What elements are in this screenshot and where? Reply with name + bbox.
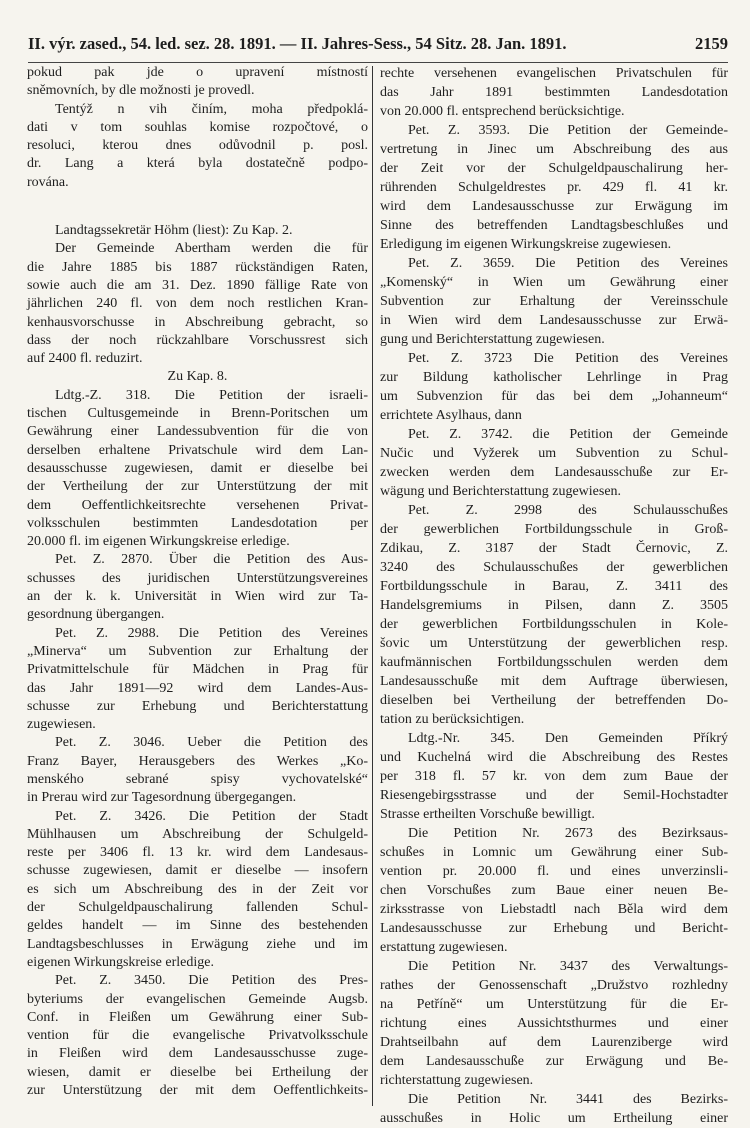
text-line: derselben erhaltene Privatschule wird dem Lan- bbox=[27, 442, 368, 458]
text-line: pokud pak jde o upravení místností bbox=[27, 65, 368, 80]
text-line: 3240 des Schulausschußes der gewerblichen bbox=[380, 560, 728, 575]
text-line: an der k. k. Universität in Wien wird zur Ta- bbox=[27, 589, 368, 605]
text-line: zugewiesen. bbox=[27, 717, 96, 733]
text-line: der gewerblichen Fortbildungsschulen in Kole- bbox=[380, 617, 728, 632]
paragraph bbox=[27, 222, 368, 240]
text-line: der Schulgeldpauschalirung fallenden Schul- bbox=[27, 900, 368, 916]
text-line: zirksstrasse von Liebstadtl nach Běla wird dem bbox=[380, 902, 728, 917]
text-line: sněmovních, by dle možnosti je provedl. bbox=[27, 83, 255, 99]
text-line: kaufmännischen Fortbildungsschulen werden dem bbox=[380, 655, 728, 670]
paragraph bbox=[27, 972, 368, 1100]
text-line: Pet. Z. 3046. Ueber die Petition des bbox=[55, 735, 368, 751]
text-line: Drahtseilbahn auf dem Laurenziberge wird bbox=[380, 1035, 728, 1050]
text-line: gesordnung übergangen. bbox=[27, 607, 165, 623]
text-line: schusse zur Erhebung und Berichterstattung bbox=[27, 698, 368, 714]
text-line: Tentýž n vih činím, moha předpoklá- bbox=[55, 101, 368, 117]
page-number: 2159 bbox=[695, 34, 728, 53]
text-line: der Zeit vor der Schulgeldpauschalirung her- bbox=[380, 161, 728, 176]
text-line: Landesausschuße mit dem Auftrage überwiesen, bbox=[380, 674, 728, 689]
text-line: richterstattung zugewiesen. bbox=[380, 1073, 534, 1088]
column-divider bbox=[372, 66, 373, 1106]
text-line: Privatmittelschule für Mädchen in Prag für bbox=[27, 662, 368, 678]
paragraph bbox=[380, 121, 728, 254]
left-column bbox=[27, 64, 368, 1100]
text-line: Pet. Z. 3659. Die Petition des Vereines bbox=[408, 256, 728, 271]
text-line: rührenden Schulgeldrestes pr. 429 fl. 41 kr. bbox=[380, 180, 728, 195]
text-line: Zdikau, Z. 3187 der Stadt Černovic, Z. bbox=[380, 541, 728, 556]
text-line: der gewerblichen Fortbildungsschule in Groß- bbox=[380, 522, 728, 537]
paragraph bbox=[380, 957, 728, 1090]
text-line: die Jahre 1885 bis 1887 rückständigen Raten, bbox=[27, 259, 368, 275]
text-line: desausschusse zugewiesen, damit er dieselbe bei bbox=[27, 460, 368, 476]
text-line: in Fleißen wird dem Landesausschusse zuge- bbox=[27, 1046, 368, 1062]
text-line: richtung eines Aussichtsthurmes und einer bbox=[380, 1016, 728, 1031]
text-line: Pet. Z. 2988. Die Petition des Vereines bbox=[55, 625, 368, 641]
text-line: von 20.000 fl. entsprechend berücksichtige. bbox=[380, 104, 625, 119]
text-line: Landtagssekretär Höhm (liest): Zu Kap. 2. bbox=[55, 223, 293, 239]
text-line: schusses des juridischen Unterstützungsvereines bbox=[27, 570, 368, 586]
text-line: um Subvenzion für das bei dem „Johanneum“ bbox=[380, 389, 728, 404]
text-line: reste per 3406 fl. 13 kr. wird dem Landesaus- bbox=[27, 845, 368, 861]
paragraph bbox=[27, 551, 368, 624]
paragraph bbox=[27, 387, 368, 552]
text-line: Sinne des betreffenden Landtagsbeschlußes und bbox=[380, 218, 728, 233]
text-line: auf 2400 fl. reduzirt. bbox=[27, 351, 143, 367]
text-line: wiesen, damit er dieselbe bei Ertheilung der bbox=[27, 1064, 368, 1080]
text-line: errichtete Asylhaus, dann bbox=[380, 408, 522, 423]
text-line: erstattung zugewiesen. bbox=[380, 940, 508, 955]
text-line: volksschulen bestimmten Landesdotation per bbox=[27, 515, 368, 531]
text-line: in Prerau wird zur Tagesordnung übergegangen. bbox=[27, 790, 297, 806]
text-line: dr. Lang a která byla dostatečně podpo- bbox=[27, 156, 368, 172]
text-line: vention pr. 20.000 fl. und eines unverzinsli- bbox=[380, 864, 728, 879]
header-rule bbox=[28, 62, 728, 63]
text-line: Pet. Z. 3723 Die Petition des Vereines bbox=[408, 351, 728, 366]
header-title: II. výr. zased., 54. led. sez. 28. 1891. — II. Jahres-Sess., 54 Sitz. 28. Jan. 1891. bbox=[28, 34, 567, 53]
text-line: Handelsgremiums in Pilsen, dann Z. 3505 bbox=[380, 598, 728, 613]
text-line: Pet. Z. 2998 des Schulausschußes bbox=[408, 503, 728, 518]
text-line: kenhausvorschusse in Abschreibung gebracht, so bbox=[27, 314, 368, 330]
text-line: zur Unterstützung der mit dem Oeffentlichkeits- bbox=[27, 1083, 368, 1099]
text-line: Pet. Z. 2870. Über die Petition des Aus- bbox=[55, 552, 368, 568]
text-line: der Vertheilung der zur Unterstützung der mit bbox=[27, 479, 368, 495]
text-line: Subvention zur Erhaltung der Vereinsschule bbox=[380, 294, 728, 309]
text-line: Gewährung einer Landessubvention für die von bbox=[27, 424, 368, 440]
text-line: Zu Kap. 8. bbox=[167, 369, 228, 385]
text-line: wägung und Berichterstattung zugewiesen. bbox=[380, 484, 622, 499]
text-line: eigenen Wirkungskreise erledige. bbox=[27, 954, 214, 970]
text-line: rechte versehenen evangelischen Privatschulen für bbox=[380, 66, 728, 81]
text-line: resoluci, kterou dnes odůvodnil p. posl. bbox=[27, 138, 368, 154]
text-line: Die Petition Nr. 2673 des Bezirksaus- bbox=[408, 826, 728, 841]
text-line: Fortbildungsschule in Barau, Z. 3411 des bbox=[380, 579, 728, 594]
text-line: tation zu berücksichtigen. bbox=[380, 712, 525, 727]
section-heading bbox=[27, 368, 368, 386]
text-line: Strasse ertheilten Vorschuße bewilligt. bbox=[380, 807, 595, 822]
paragraph bbox=[380, 254, 728, 349]
text-line: tischen Cultusgemeinde in Brenn-Poritschen um bbox=[27, 406, 368, 422]
text-line: dem Landesausschuße zur Erwägung und Be- bbox=[380, 1054, 728, 1069]
text-line: schußes in Lomnic um Gewährung einer Sub- bbox=[380, 845, 728, 860]
text-line: vention für die evangelische Privatvolksschule bbox=[27, 1028, 368, 1044]
paragraph bbox=[380, 425, 728, 501]
text-line: sowie auch die am 31. Dez. 1890 fällige Rate von bbox=[27, 277, 368, 293]
text-line: Ldtg.-Z. 318. Die Petition der israeli- bbox=[55, 387, 368, 403]
text-line: und Kuchelná wird die Abschreibung des Restes bbox=[380, 750, 728, 765]
text-line: dati v tom souhlas komise rozpočtové, o bbox=[27, 119, 368, 135]
text-line: geldes handelt — im Sinne des bestehenden bbox=[27, 918, 368, 934]
text-line: gung und Berichterstattung zugewiesen. bbox=[380, 332, 605, 347]
paragraph bbox=[380, 824, 728, 957]
text-line: Riesengebirgsstrasse und der Semil-Hochstadter bbox=[380, 788, 728, 803]
text-line: dieselben bei Vertheilung der betreffenden Do- bbox=[380, 693, 728, 708]
text-line: dass der noch rückzahlbare Vorschussrest sich bbox=[27, 332, 368, 348]
text-line: Mühlhausen um Abschreibung der Schulgeld- bbox=[27, 826, 368, 842]
right-column bbox=[380, 64, 728, 1128]
paragraph bbox=[27, 240, 368, 368]
text-line: Pet. Z. 3426. Die Petition der Stadt bbox=[55, 808, 368, 824]
text-line: šovic um Unterstützung der gewerblichen resp. bbox=[380, 636, 728, 651]
text-line: das Jahr 1891 bestimmten Landesdotation bbox=[380, 85, 728, 100]
paragraph bbox=[27, 734, 368, 807]
text-line: Landtagsbeschlusses in Erwägung ziehe und im bbox=[27, 936, 368, 952]
text-line: menského sebrané spisy vychovatelské“ bbox=[27, 771, 368, 787]
text-line: in Wien wird dem Landesausschusse zur Erwä- bbox=[380, 313, 728, 328]
paragraph bbox=[27, 101, 368, 192]
text-line: zur Bildung katholischer Lehrlinge in Prag bbox=[380, 370, 728, 385]
paragraph bbox=[380, 1090, 728, 1128]
text-line: Nučic und Vyžerek um Subvention zu Schul- bbox=[380, 446, 728, 461]
paragraph bbox=[27, 64, 368, 101]
text-line: wird dem Landesausschusse zur Erwägung im bbox=[380, 199, 728, 214]
paragraph bbox=[380, 349, 728, 425]
paragraph bbox=[380, 729, 728, 824]
text-line: rována. bbox=[27, 174, 69, 190]
text-line: dem Oeffentlichkeitsrechte versehenen Privat- bbox=[27, 497, 368, 513]
text-line: Der Gemeinde Abertham werden die für bbox=[55, 241, 368, 257]
text-line: rathes der Genossenschaft „Družstvo rozhledny bbox=[380, 978, 728, 993]
text-line: es sich um Abschreibung des in der Zeit vor bbox=[27, 881, 368, 897]
paragraph bbox=[380, 501, 728, 729]
text-line: chen Vorschußes zum Baue einer neuen Be- bbox=[380, 883, 728, 898]
text-line: „Minerva“ um Subvention zur Erhaltung der bbox=[27, 643, 368, 659]
text-line: Pet. Z. 3450. Die Petition des Pres- bbox=[55, 973, 368, 989]
text-line: zwecken werden dem Landesausschuße zur Er- bbox=[380, 465, 728, 480]
text-line: Die Petition Nr. 3437 des Verwaltungs- bbox=[408, 959, 728, 974]
text-line: 20.000 fl. im eigenen Wirkungskreise erledige. bbox=[27, 534, 290, 550]
text-line: byteriums der evangelischen Gemeinde Augsb. bbox=[27, 991, 368, 1007]
text-line: „Komenský“ in Wien um Gewährung einer bbox=[380, 275, 728, 290]
text-line: ausschußes in Holic um Ertheilung einer bbox=[380, 1111, 728, 1126]
text-line: Ldtg.-Nr. 345. Den Gemeinden Příkrý bbox=[408, 731, 728, 746]
text-line: Landesausschusse zur Erhebung und Bericht- bbox=[380, 921, 728, 936]
running-header bbox=[28, 34, 728, 58]
paragraph bbox=[380, 64, 728, 121]
text-line: vertretung in Jinec um Abschreibung des aus bbox=[380, 142, 728, 157]
text-line: Die Petition Nr. 3441 des Bezirks- bbox=[408, 1092, 728, 1107]
text-line: Erledigung im eigenen Wirkungskreise zugewiesen. bbox=[380, 237, 672, 252]
paragraph bbox=[27, 625, 368, 735]
text-line: na Petříně“ um Unterstützung für die Er- bbox=[380, 997, 728, 1012]
text-line: Conf. in Fleißen um Gewährung einer Sub- bbox=[27, 1009, 368, 1025]
paragraph bbox=[27, 808, 368, 973]
text-line: Pet. Z. 3593. Die Petition der Gemeinde- bbox=[408, 123, 728, 138]
text-line: Pet. Z. 3742. die Petition der Gemeinde bbox=[408, 427, 728, 442]
text-line: jährlichen 240 fl. von dem noch restlichen Kran- bbox=[27, 296, 368, 312]
text-line: per 318 fl. 57 kr. von dem zum Baue der bbox=[380, 769, 728, 784]
text-line: Franz Bayer, Herausgebers des Werkes „Ko- bbox=[27, 753, 368, 769]
text-line: schusse zugewiesen, damit er dieselbe — insofern bbox=[27, 863, 368, 879]
text-line: das Jahr 1891—92 wird dem Landes-Aus- bbox=[27, 680, 368, 696]
